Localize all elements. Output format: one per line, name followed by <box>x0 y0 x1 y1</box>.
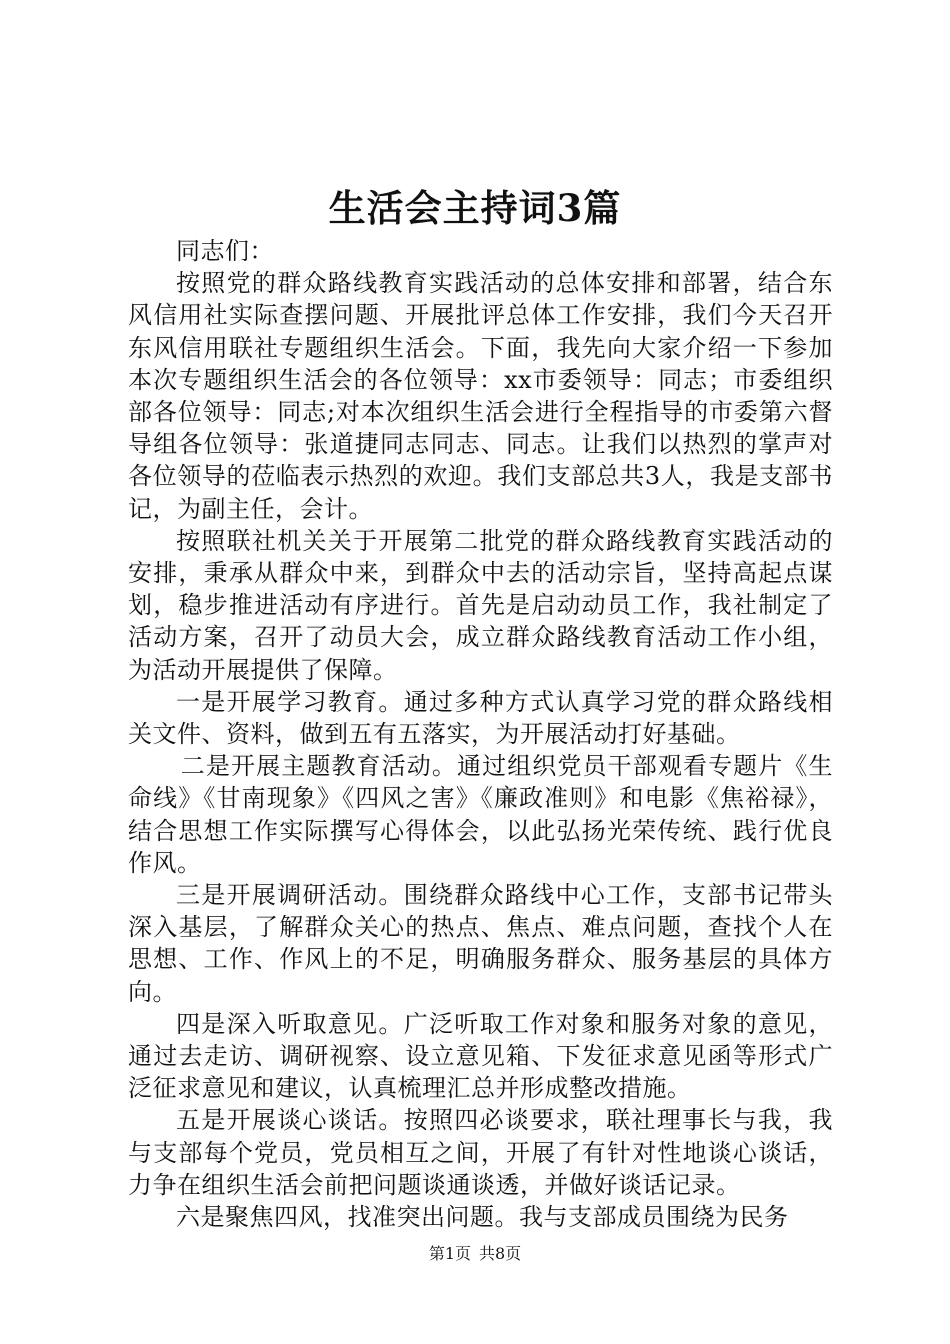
paragraph-salutation: 同志们： <box>176 237 274 265</box>
paragraph-item-3: 三是开展调研活动。围绕群众路线中心工作，支部书记带头深入基层，了解群众关心的热点、焦点、难点问题，查找个人在思想、工作、作风上的不足，明确服务群众、服务基层的具体方向。 <box>128 881 833 1006</box>
paragraph-item-5: 五是开展谈心谈话。按照四必谈要求，联社理事长与我，我与支部每个党员，党员相互之间，开展了有针对性地谈心谈话，力争在组织生活会前把问题谈通谈透，并做好谈话记录。 <box>128 1106 833 1199</box>
document-body <box>128 235 833 1233</box>
page-number: 第1页 <box>428 1244 471 1263</box>
paragraph-item-1: 一是开展学习教育。通过多种方式认真学习党的群众路线相关文件、资料，做到五有五落实，为开展活动打好基础。 <box>128 687 833 749</box>
paragraph-item-2: 二是开展主题教育活动。通过组织党员干部观看专题片《生命线》《甘南现象》《四风之害》《廉政准则》和电影《焦裕禄》，结合思想工作实际撰写心得体会，以此弘扬光荣传统、践行优良作风。 <box>128 752 833 877</box>
page-footer <box>0 1243 950 1265</box>
paragraph-intro: 按照党的群众路线教育实践活动的总体安排和部署，结合东风信用社实际查摆问题、开展批评总体工作安排，我们今天召开东风信用联社专题组织生活会。下面，我先向大家介绍一下参加本次专题组织生活会的各位领导：xx市委领导：同志；市委组织部各位领导：同志;对本次组织生活会进行全程指导的市委第六督导组各位领导：张道捷同志同志、同志。让我们以热烈的掌声对各位领导的莅临表示热烈的欢迎。我们支部总共3人，我是支部书记，为副主任，会计。 <box>128 269 833 523</box>
paragraph-item-6: 六是聚焦四风，找准突出问题。我与支部成员围绕为民务 <box>176 1203 789 1232</box>
document-title: 生活会主持词3篇 <box>328 186 622 230</box>
page-total: 共8页 <box>479 1244 522 1263</box>
paragraph-item-4: 四是深入听取意见。广泛听取工作对象和服务对象的意见，通过去走访、调研视察、设立意见箱、下发征求意见函等形式广泛征求意见和建议，认真梳理汇总并形成整改措施。 <box>128 1009 833 1103</box>
paragraph-arrangement: 按照联社机关关于开展第二批党的群众路线教育实践活动的安排，秉承从群众中来，到群众中去的活动宗旨，坚持高起点谋划，稳步推进活动有序进行。首先是启动动员工作，我社制定了活动方案，召开了动员大会，成立群众路线教育活动工作小组，为活动开展提供了保障。 <box>128 526 833 684</box>
